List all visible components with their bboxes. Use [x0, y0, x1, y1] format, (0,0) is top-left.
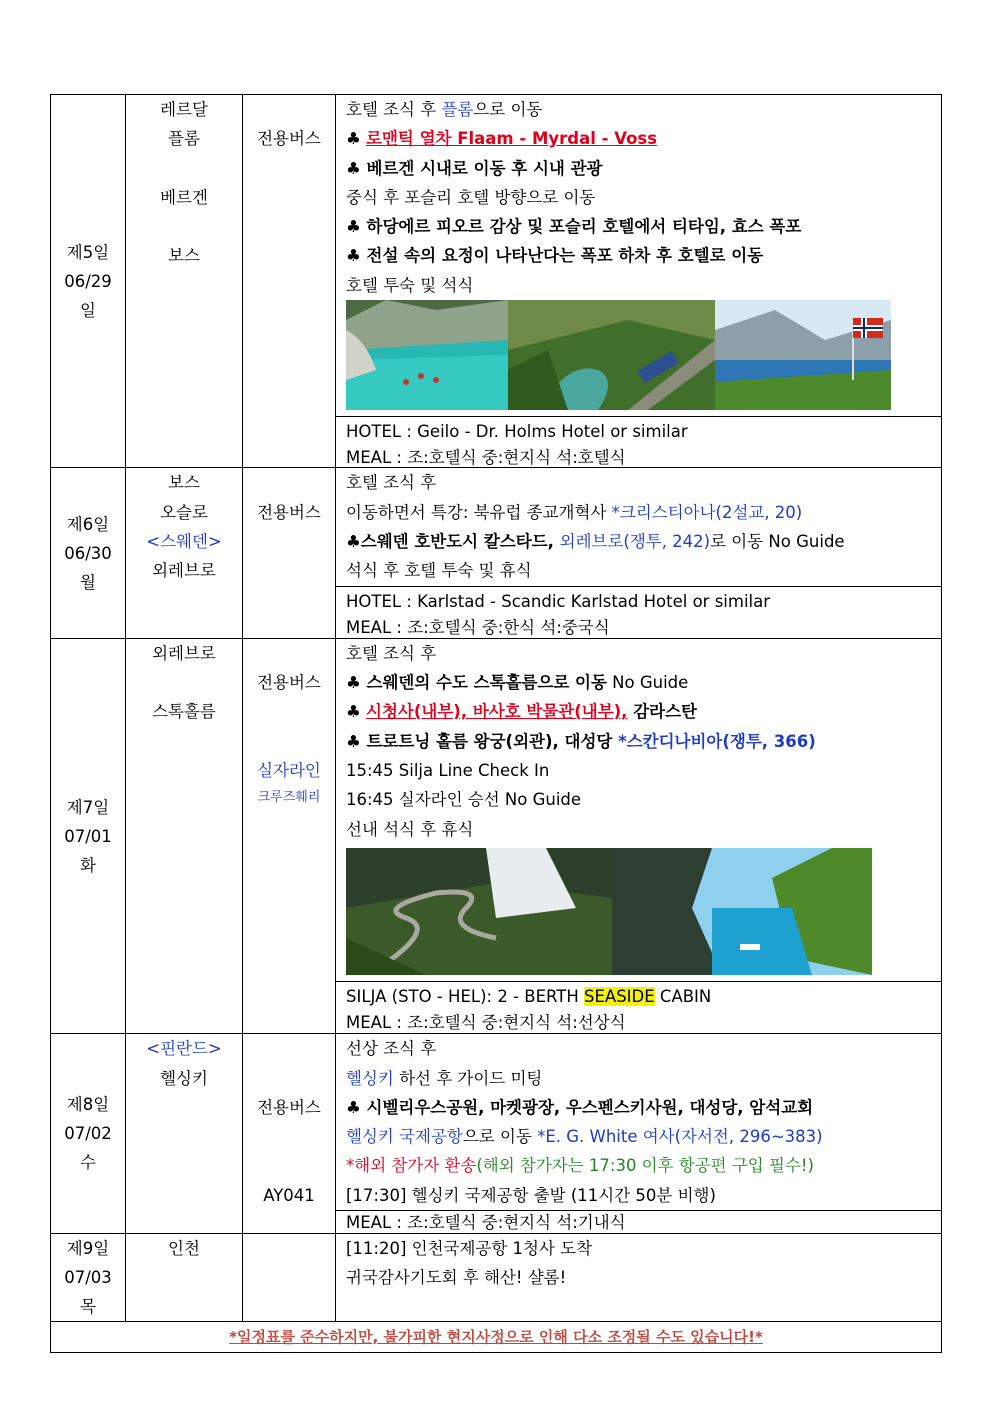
hotel-info [346, 982, 941, 1011]
day-row-8 [51, 1034, 942, 1211]
activity-text: No Guide [606, 673, 689, 693]
day-date: 06/30 [64, 543, 112, 563]
activity-cell [336, 1234, 942, 1322]
itinerary-table [50, 94, 942, 1353]
transport-cell [243, 1234, 336, 1322]
activity-line [346, 1151, 941, 1180]
day-row-6 [51, 468, 942, 586]
photo-strip [346, 844, 941, 981]
activity-line [346, 815, 941, 844]
activity-text: 호텔 조식 후 [346, 643, 437, 663]
activity-text: *스칸디나비아(쟁투, 366) [618, 731, 816, 751]
country-label: <스웨덴> [146, 531, 222, 551]
flight-number: AY041 [263, 1185, 315, 1205]
activity-text: 로 이동 No Guide [710, 531, 845, 551]
transport-label [243, 697, 335, 726]
activity-text: 하선 후 가이드 미팅 [393, 1068, 543, 1088]
activity-text: 16:45 실자라인 승선 No Guide [346, 790, 582, 810]
meal-info: MEAL : 조:호텔식 중:현지식 석:선상식 [346, 1013, 626, 1033]
activity-text: [17:30] 헬싱키 국제공항 출발 (11시간 50분 비행) [346, 1185, 716, 1205]
city-name: 레르달 [160, 100, 208, 119]
meal-info: MEAL : 조:호텔식 중:현지식 석:기내식 [346, 1213, 626, 1233]
transport-label [243, 95, 335, 124]
activity-line [346, 1093, 941, 1122]
day-number: 제8일 [66, 1095, 110, 1115]
activity-line [346, 1034, 941, 1063]
activity-text: 으로 이동 [473, 100, 543, 119]
city-cell [126, 1234, 243, 1322]
day-number: 제6일 [66, 514, 110, 534]
day-cell [51, 468, 126, 638]
activity-line [346, 95, 941, 124]
activity-text: 호텔 투숙 및 석식 [346, 275, 474, 295]
activity-text: ♣ 전설 속의 요정이 나타난다는 폭포 하차 후 호텔로 이동 [346, 246, 764, 266]
transport-label [243, 1034, 335, 1063]
activity-cell [336, 95, 942, 417]
flam-railway-photo [508, 300, 715, 410]
activity-text: 귀국감사기도회 후 해산! 샬롬! [346, 1268, 567, 1288]
day-row-7 [51, 638, 942, 981]
activity-text: 선내 석식 후 휴식 [346, 819, 474, 839]
activity-line [346, 468, 941, 497]
activity-text: *크리스티아나(2설교, 20) [611, 502, 803, 522]
activity-text: 으로 이동 [462, 1127, 538, 1147]
meal-info: MEAL : 조:호텔식 중:현지식 석:호텔식 [346, 448, 626, 468]
activity-text: [11:20] 인천국제공항 1청사 도착 [346, 1239, 593, 1259]
city-name: 인천 [168, 1239, 200, 1259]
transport-cell [243, 638, 336, 1033]
hotel-meal-cell [336, 981, 942, 1033]
activity-list [346, 95, 941, 300]
activity-text: 외레브로(쟁투, 242) [559, 531, 711, 551]
transport-cell [243, 468, 336, 638]
activity-cell [336, 638, 942, 981]
activity-text: ♣ 시벨리우스공원, 마켓광장, 우스펜스키사원, 대성당, 암석교회 [346, 1097, 814, 1117]
day-cell [51, 1234, 126, 1322]
transport-label: 실자라인 [257, 761, 321, 781]
hotel-highlight: SEASIDE [584, 986, 655, 1006]
waterfall-road-photo [346, 848, 612, 975]
city-cell [126, 638, 243, 1033]
activity-list [346, 1034, 941, 1210]
day-row-5 [51, 95, 942, 417]
hotel-info: HOTEL : Geilo - Dr. Holms Hotel or similar [346, 422, 688, 442]
activity-cell [336, 1034, 942, 1211]
day-date: 07/03 [64, 1268, 112, 1288]
activity-line [346, 212, 941, 241]
day-cell [51, 1034, 126, 1234]
activity-text: (해외 참가자는 17:30 이후 항공편 구입 필수!) [476, 1156, 814, 1176]
day-row-9 [51, 1234, 942, 1322]
transport-label: 전용버스 [257, 502, 321, 522]
activity-text: ♣ 베르겐 시내로 이동 후 시내 관광 [346, 158, 603, 178]
city-name [126, 212, 242, 241]
city-name [126, 668, 242, 697]
activity-line [346, 668, 941, 697]
country-label: <핀란드> [146, 1039, 222, 1059]
footer-row [51, 1322, 942, 1353]
activity-line [346, 1181, 941, 1210]
activity-list [346, 468, 941, 585]
city-name: 보스 [168, 473, 200, 493]
activity-text: ♣ 하당에르 피오르 감상 및 포슬리 호텔에서 티타임, 효스 폭포 [346, 217, 802, 237]
transport-label [243, 468, 335, 497]
transport-label [243, 1151, 335, 1180]
norway-flag-fjord-photo [715, 300, 891, 410]
transport-label: 전용버스 [257, 129, 321, 149]
activity-line [346, 1064, 941, 1093]
activity-line [346, 241, 941, 270]
activity-text: ♣ 트로트닝 홀름 왕궁(외관), 대성당 [346, 731, 619, 751]
day-weekday: 일 [80, 300, 96, 320]
city-name: 플롬 [168, 129, 200, 149]
activity-text: 호텔 조식 후 [346, 100, 442, 119]
day-date: 07/02 [64, 1124, 112, 1144]
activity-line [346, 183, 941, 212]
activity-cell [336, 468, 942, 586]
activity-line [346, 1122, 941, 1151]
day-weekday: 수 [80, 1153, 96, 1173]
activity-text: 중식 후 포슬리 호텔 방향으로 이동 [346, 187, 596, 207]
hotel-text: CABIN [654, 986, 712, 1006]
activity-line [346, 271, 941, 300]
activity-text: ♣ 스웨덴의 수도 스톡홀름으로 이동 [346, 673, 607, 693]
activity-text: ♣스웨덴 호반도시 칼스타드, [346, 531, 560, 551]
transport-label: 전용버스 [257, 673, 321, 693]
day-cell [51, 95, 126, 468]
activity-text: 플롬 [441, 100, 474, 119]
activity-line [346, 124, 941, 153]
activity-line [346, 785, 941, 814]
transport-label [243, 727, 335, 756]
day-weekday: 월 [80, 572, 96, 592]
activity-text: 시청사(내부), 바사호 박물관(내부), [366, 702, 628, 722]
activity-text: ♣ [346, 129, 367, 149]
hotel-meal-cell [336, 586, 942, 638]
itinerary-page [50, 94, 942, 1353]
hotel-meal-cell [336, 417, 942, 468]
city-name [126, 154, 242, 183]
fjord-cruise-photo [612, 848, 872, 975]
day-date: 06/29 [64, 271, 112, 291]
activity-text: 헬싱키 [346, 1068, 394, 1088]
activity-line [346, 556, 941, 585]
activity-line [346, 727, 941, 756]
day-number: 제5일 [66, 242, 110, 262]
transport-cell [243, 1034, 336, 1234]
city-name: 외레브로 [152, 561, 216, 581]
activity-line [346, 498, 941, 527]
activity-line [346, 639, 941, 668]
transport-label: 크루즈훼리 [257, 790, 321, 806]
activity-text: 선상 조식 후 [346, 1039, 437, 1059]
activity-text: *해외 참가자 환송 [346, 1156, 477, 1176]
city-cell [126, 468, 243, 638]
hotel-text: SILJA (STO - HEL): 2 - BERTH [346, 986, 585, 1006]
city-name: 스톡홀름 [152, 702, 216, 722]
activity-text: 감라스탄 [627, 702, 697, 722]
activity-list [346, 639, 941, 844]
day-weekday: 목 [80, 1297, 96, 1317]
activity-text: 이동하면서 특강: 북유럽 종교개혁사 [346, 502, 612, 522]
activity-text: ♣ [346, 702, 367, 722]
activity-line [346, 154, 941, 183]
meal-info: MEAL : 조:호텔식 중:한식 석:중국식 [346, 617, 610, 637]
activity-line [346, 756, 941, 785]
day-weekday: 화 [80, 855, 96, 875]
activity-text: 석식 후 호텔 투숙 및 휴식 [346, 561, 532, 581]
footer-note: *일정표를 준수하지만, 불가피한 현지사정으로 인해 다소 조정될 수도 있습니다!* [51, 1322, 942, 1353]
activity-line [346, 1263, 941, 1292]
activity-text: 호텔 조식 후 [346, 473, 437, 493]
day-date: 07/01 [64, 826, 112, 846]
city-name: 보스 [168, 246, 200, 266]
activity-text: *E. G. White 여사(자서전, 296~383) [537, 1127, 823, 1147]
activity-line [346, 527, 941, 556]
meal-cell [336, 1211, 942, 1234]
day-number: 제9일 [66, 1239, 110, 1259]
activity-text: 15:45 Silja Line Check In [346, 761, 550, 781]
photo-strip [346, 300, 941, 416]
transport-label [243, 1064, 335, 1093]
transport-cell [243, 95, 336, 468]
kayak-fjord-photo [346, 300, 508, 410]
transport-label [243, 639, 335, 668]
hotel-info: HOTEL : Karlstad - Scandic Karlstad Hotel or similar [346, 591, 771, 611]
day-number: 제7일 [66, 797, 110, 817]
transport-label [243, 1122, 335, 1151]
city-name: 오슬로 [160, 502, 208, 522]
city-name: 베르겐 [160, 187, 208, 207]
city-name: 헬싱키 [160, 1068, 208, 1088]
city-name: 외레브로 [152, 643, 216, 663]
transport-label: 전용버스 [257, 1097, 321, 1117]
activity-line [346, 1234, 941, 1263]
day-cell [51, 638, 126, 1033]
city-cell [126, 1034, 243, 1234]
activity-text: 헬싱키 국제공항 [346, 1127, 463, 1147]
activity-line [346, 697, 941, 726]
activity-text: 로맨틱 열차 Flaam - Myrdal - Voss [366, 129, 658, 149]
city-cell [126, 95, 243, 468]
activity-list [346, 1234, 941, 1293]
